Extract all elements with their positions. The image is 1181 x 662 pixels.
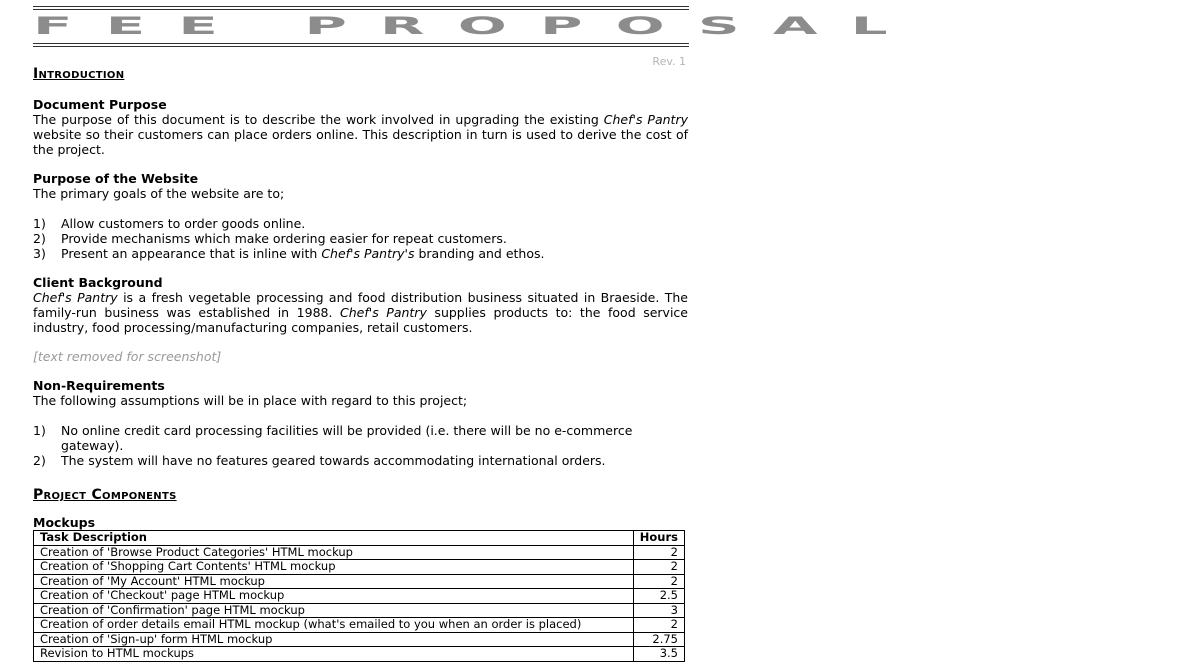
- task-cell: Creation of 'Confirmation' page HTML mockup: [34, 603, 634, 618]
- client-background-text: Chef's Pantry is a fresh vegetable processing and food distribution business situated in Braeside. The family-run business was established in 1988. Chef's Pantry supplies products to: the food service industry, food processing/manufacturing companies, retail customers.: [33, 290, 688, 335]
- table-row: [34, 647, 685, 662]
- website-purpose-intro: The primary goals of the website are to;: [33, 186, 285, 201]
- non-requirements-heading: Non-Requirements: [33, 378, 165, 393]
- task-cell: Creation of 'Sign-up' form HTML mockup: [34, 632, 634, 647]
- hours-cell: 2.5: [633, 589, 684, 604]
- list-item: 2) Provide mechanisms which make ordering easier for repeat customers.: [33, 231, 507, 246]
- revision-label: Rev. 1: [652, 55, 686, 68]
- document-title: FEE PROPOSAL: [33, 11, 921, 40]
- website-purpose-heading: Purpose of the Website: [33, 171, 199, 186]
- list-item: 2) The system will have no features geared towards accommodating international orders.: [33, 453, 606, 468]
- task-cell: Creation of order details email HTML mockup (what's emailed to you when an order is placed): [34, 618, 634, 633]
- mockups-table: [33, 530, 685, 662]
- document-body: [33, 64, 688, 662]
- task-cell: Revision to HTML mockups: [34, 647, 634, 662]
- non-requirements-list: [33, 423, 688, 468]
- brand-name: Chef's Pantry: [603, 112, 688, 127]
- removed-text-note: [text removed for screenshot]: [33, 349, 222, 364]
- column-header-hours: Hours: [633, 531, 684, 546]
- table-row: [34, 560, 685, 575]
- hours-cell: 2: [633, 560, 684, 575]
- bottom-rule-outer: [33, 46, 689, 47]
- client-background-heading: Client Background: [33, 275, 163, 290]
- top-rule-outer: [33, 6, 689, 7]
- table-row: [34, 545, 685, 560]
- table-row: [34, 603, 685, 618]
- table-header-row: [34, 531, 685, 546]
- hours-cell: 2: [633, 574, 684, 589]
- hours-cell: 3.5: [633, 647, 684, 662]
- table-row: [34, 632, 685, 647]
- introduction-heading: Introduction: [33, 66, 125, 82]
- list-item: 3) Present an appearance that is inline with Chef's Pantry's branding and ethos.: [33, 246, 545, 261]
- hours-cell: 2: [633, 545, 684, 560]
- list-item: 1) No online credit card processing facilities will be provided (i.e. there will be no e-commerce gateway).: [33, 423, 633, 453]
- table-row: [34, 574, 685, 589]
- table-row: [34, 618, 685, 633]
- task-cell: Creation of 'Checkout' page HTML mockup: [34, 589, 634, 604]
- non-requirements-intro: The following assumptions will be in place with regard to this project;: [33, 393, 468, 408]
- hours-cell: 2: [633, 618, 684, 633]
- table-row: [34, 589, 685, 604]
- top-rule-inner: [33, 9, 689, 10]
- website-goals-list: [33, 216, 688, 261]
- column-header-task: Task Description: [34, 531, 634, 546]
- task-cell: Creation of 'Shopping Cart Contents' HTML mockup: [34, 560, 634, 575]
- mockups-heading: Mockups: [33, 515, 96, 530]
- project-components-heading: Project Components: [33, 487, 177, 503]
- hours-cell: 3: [633, 603, 684, 618]
- list-item: 1) Allow customers to order goods online.: [33, 216, 306, 231]
- task-cell: Creation of 'My Account' HTML mockup: [34, 574, 634, 589]
- document-purpose-text: The purpose of this document is to describe the work involved in upgrading the existing Chef's Pantry website so their customers can place orders online. This description in turn is used to derive the cost of the project.: [33, 112, 688, 157]
- bottom-rule-inner: [33, 43, 689, 44]
- task-cell: Creation of 'Browse Product Categories' HTML mockup: [34, 545, 634, 560]
- hours-cell: 2.75: [633, 632, 684, 647]
- document-purpose-heading: Document Purpose: [33, 97, 167, 112]
